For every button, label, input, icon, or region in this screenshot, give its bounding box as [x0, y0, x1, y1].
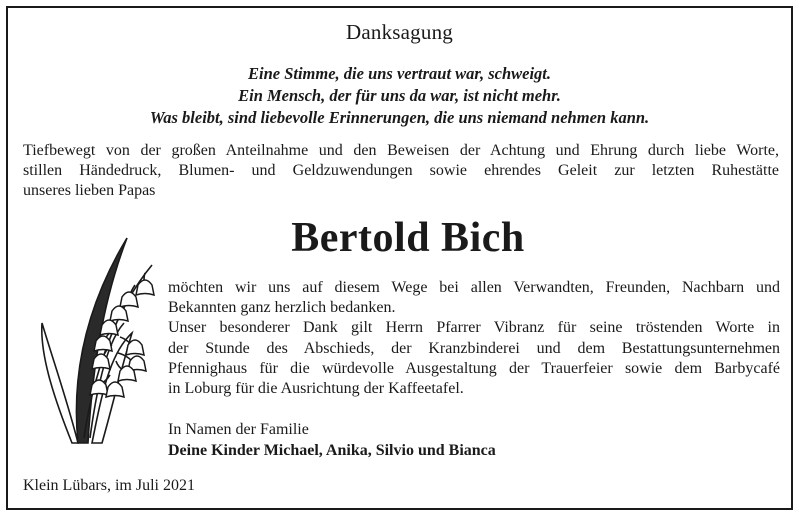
signature	[168, 419, 496, 461]
poem	[8, 63, 791, 129]
body-line: möchten wir uns auf diesem Wege bei allen Verwandten, Freunden, Nachbarn und	[168, 279, 780, 296]
intro-paragraph	[23, 141, 779, 201]
obituary-card	[6, 6, 793, 510]
intro-line: unseres lieben Papas	[23, 182, 156, 199]
signature-intro: In Namen der Familie	[168, 421, 309, 438]
body-line: in Loburg für die Ausrichtung der Kaffeetafel.	[168, 380, 464, 398]
body-line: Pfennighaus für die würdevolle Ausgestaltung der Trauerfeier sowie dem Barbycafé	[168, 359, 780, 377]
deceased-name: Bertold Bich	[291, 215, 525, 261]
poem-line: Eine Stimme, die uns vertraut war, schweigt.	[247, 64, 551, 83]
body-line: der Stunde des Abschieds, der Kranzbinderei und dem Bestattungsunternehmen	[168, 339, 780, 357]
signature-names: Deine Kinder Michael, Anika, Silvio und Bianca	[168, 442, 496, 459]
intro-line: stillen Händedruck, Blumen- und Geldzuwendungen sowie ehrendes Geleit zur letzten Ruhestätte	[23, 162, 779, 179]
thanks-paragraph	[168, 278, 780, 399]
lily-of-the-valley-icon	[32, 233, 167, 448]
place-date: Klein Lübars, im Juli 2021	[23, 477, 195, 494]
body-line: Bekannten ganz herzlich bedanken.	[168, 299, 396, 317]
poem-line: Was bleibt, sind liebevolle Erinnerungen, die uns niemand nehmen kann.	[149, 108, 650, 127]
intro-line: Tiefbewegt von der großen Anteilnahme und den Beweisen der Achtung und Ehrung durch liebe Worte,	[23, 142, 779, 159]
body-line: Unser besonderer Dank gilt Herrn Pfarrer Vibranz für seine tröstenden Worte in	[168, 319, 780, 337]
page-title: Danksagung	[346, 20, 453, 44]
poem-line: Ein Mensch, der für uns da war, ist nicht mehr.	[238, 86, 561, 105]
